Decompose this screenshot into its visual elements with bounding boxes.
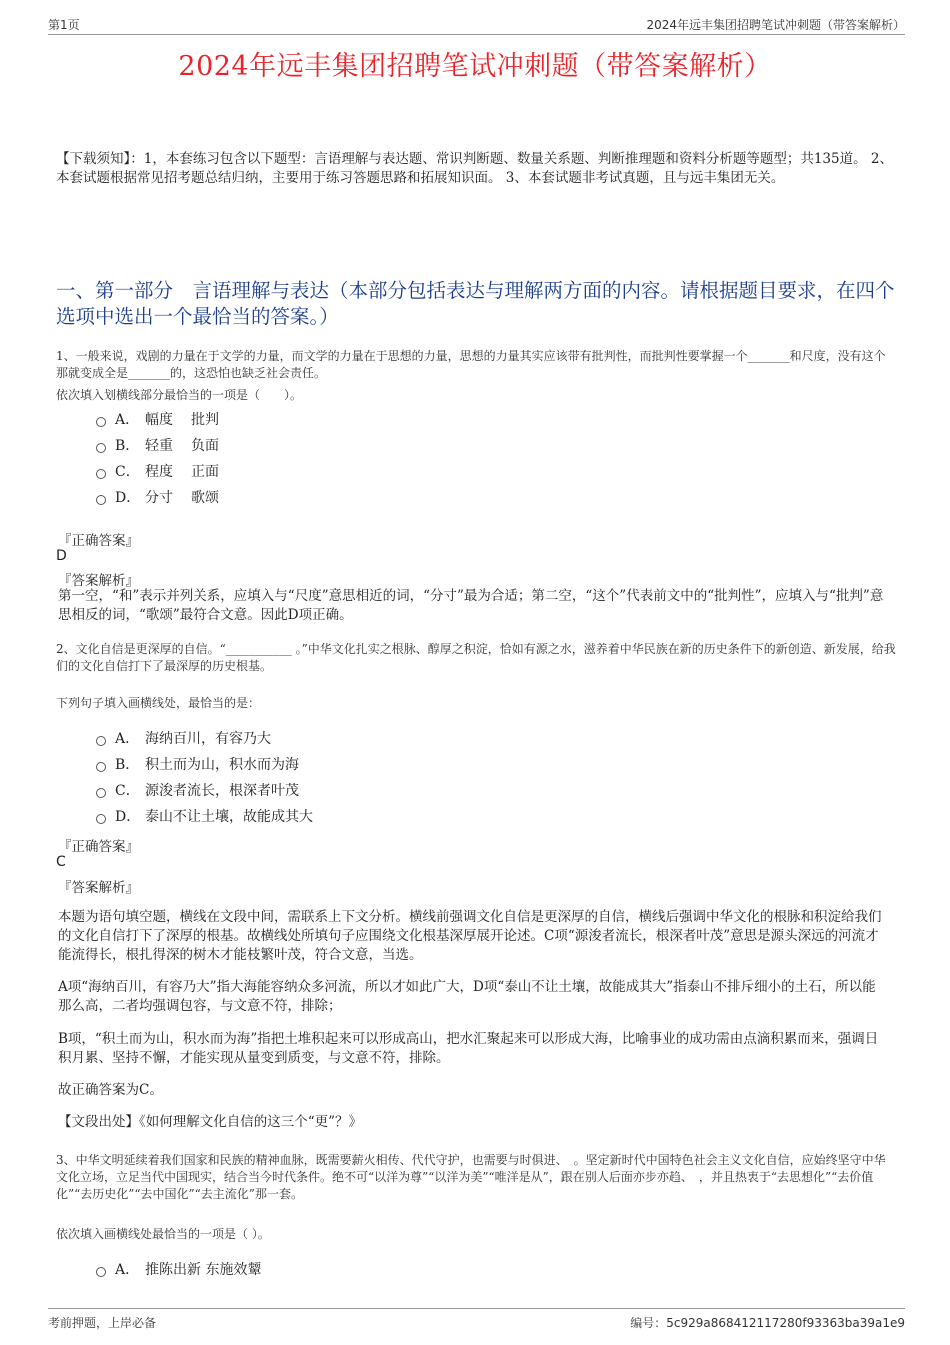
q1-answer: D	[56, 548, 67, 564]
q2-option-c[interactable]: C． 源浚者流长，根深者叶茂	[96, 777, 313, 803]
q1-correct-label: 『正确答案』	[58, 533, 139, 549]
radio-icon[interactable]	[96, 762, 106, 772]
radio-icon[interactable]	[96, 736, 106, 746]
radio-icon[interactable]	[96, 788, 106, 798]
q2-source: 【文段出处】《如何理解文化自信的这三个“更”？》	[58, 1114, 363, 1130]
radio-icon[interactable]	[96, 469, 106, 479]
question-1-prompt: 依次填入划横线部分最恰当的一项是（ ）。	[56, 388, 303, 402]
document-title: 2024年远丰集团招聘笔试冲刺题（带答案解析）	[178, 51, 772, 82]
radio-icon[interactable]	[96, 814, 106, 824]
q1-option-a[interactable]: A． 幅度 批判	[96, 406, 219, 432]
q2-answer: C	[56, 854, 66, 870]
q2-analysis-paragraph: B项，“积土而为山，积水而为海”指把土堆积起来可以形成高山，把水汇聚起来可以形成大海，比喻事业的成功需由点滴积累而来，强调日积月累、坚持不懈，才能实现从量变到质变，与文意不符，排除。	[58, 1031, 879, 1066]
q1-analysis: 第一空，“和”表示并列关系，应填入与“尺度”意思相近的词，“分寸”最为合适；第二空，“这个”代表前文中的“批判性”，应填入与“批判”意思相反的词，“歌颂”最符合文意。因此D项正确。	[58, 588, 884, 623]
page-number: 第1页	[48, 18, 80, 32]
q1-analysis-label: 『答案解析』	[58, 573, 139, 589]
question-3-prompt: 依次填入画横线处最恰当的一项是（ ）。	[56, 1227, 270, 1241]
radio-icon[interactable]	[96, 443, 106, 453]
q2-analysis-paragraph: A项“海纳百川，有容乃大”指大海能容纳众多河流，所以才如此广大，D项“泰山不让土壤，故能成其大”指泰山不排斥细小的土石，所以能那么高，二者均强调包容，与文意不符，排除；	[58, 979, 876, 1014]
footer-slogan: 考前押题，上岸必备	[48, 1316, 157, 1330]
question-3-options	[96, 1256, 261, 1282]
q2-correct-label: 『正确答案』	[58, 839, 139, 855]
question-1-options	[96, 406, 219, 510]
q2-analysis-paragraph: 本题为语句填空题，横线在文段中间，需联系上下文分析。横线前强调文化自信是更深厚的自信，横线后强调中华文化的根脉和积淀给我们的文化自信打下了深厚的根基。故横线处所填句子应围绕文化根基深厚展开论述。C项“源浚者流长，根深者叶茂”意思是源头深远的河流才能流得长，根扎得深的树木才能枝繁叶茂，符合文意，当选。	[58, 909, 882, 963]
q2-analysis-label: 『答案解析』	[58, 880, 139, 896]
question-2-prompt: 下列句子填入画横线处，最恰当的是：	[56, 696, 261, 710]
header-doc-title: 2024年远丰集团招聘笔试冲刺题（带答案解析）	[646, 18, 905, 32]
q3-option-a[interactable]: A． 推陈出新 东施效颦	[96, 1256, 261, 1282]
question-2-options	[96, 725, 313, 829]
question-2-text: 2、文化自信是更深厚的自信。“___________ 。”中华文化扎实之根脉、醇厚之积淀，恰如有源之水，滋养着中华民族在新的历史条件下的新创造、新发展，给我们的文化自信打下了最深厚的历史根基。	[56, 642, 896, 673]
q2-option-a[interactable]: A． 海纳百川，有容乃大	[96, 725, 313, 751]
q1-option-c[interactable]: C． 程度 正面	[96, 458, 219, 484]
radio-icon[interactable]	[96, 1267, 106, 1277]
page-footer	[48, 1308, 905, 1333]
section-heading: 一、第一部分 言语理解与表达（本部分包括表达与理解两方面的内容。请根据题目要求，在四个选项中选出一个最恰当的答案。）	[56, 279, 895, 328]
radio-icon[interactable]	[96, 495, 106, 505]
download-notice: 【下载须知】：1，本套练习包含以下题型：言语理解与表达题、常识判断题、数量关系题、判断推理题和资料分析题等题型；共135道。 2、本套试题根据常见招考题总结归纳，主要用于练习答题思路和拓展知识面。 3、本套试题非考试真题，且与远丰集团无关。	[56, 151, 893, 186]
q2-option-d[interactable]: D． 泰山不让土壤，故能成其大	[96, 803, 313, 829]
q1-option-b[interactable]: B． 轻重 负面	[96, 432, 219, 458]
radio-icon[interactable]	[96, 417, 106, 427]
q2-analysis-paragraph: 故正确答案为C。	[58, 1082, 163, 1098]
question-3-text: 3、中华文明延续着我们国家和民族的精神血脉，既需要薪火相传、代代守护，也需要与时俱进、 。坚定新时代中国特色社会主义文化自信，应始终坚守中华文化立场，立足当代中国现实，结合当今时代条件。绝不可“以洋为尊”“以洋为美”“唯洋是从”，跟在别人后面亦步亦趋、 ，并且热衷于“去思想化”“去价值化”“去历史化”“去中国化”“去主流化”那一套。	[56, 1153, 886, 1201]
document-id: 编号：5c929a868412117280f93363ba39a1e9	[630, 1316, 905, 1330]
question-1-text: 1、一般来说，戏剧的力量在于文学的力量，而文学的力量在于思想的力量，思想的力量其实应该带有批判性，而批判性要掌握一个_______和尺度，没有这个那就变成全是_______的，这恐怕也缺乏社会责任。	[56, 349, 886, 380]
q2-option-b[interactable]: B． 积土而为山，积水而为海	[96, 751, 313, 777]
q1-option-d[interactable]: D． 分寸 歌颂	[96, 484, 219, 510]
page-header	[48, 14, 905, 35]
